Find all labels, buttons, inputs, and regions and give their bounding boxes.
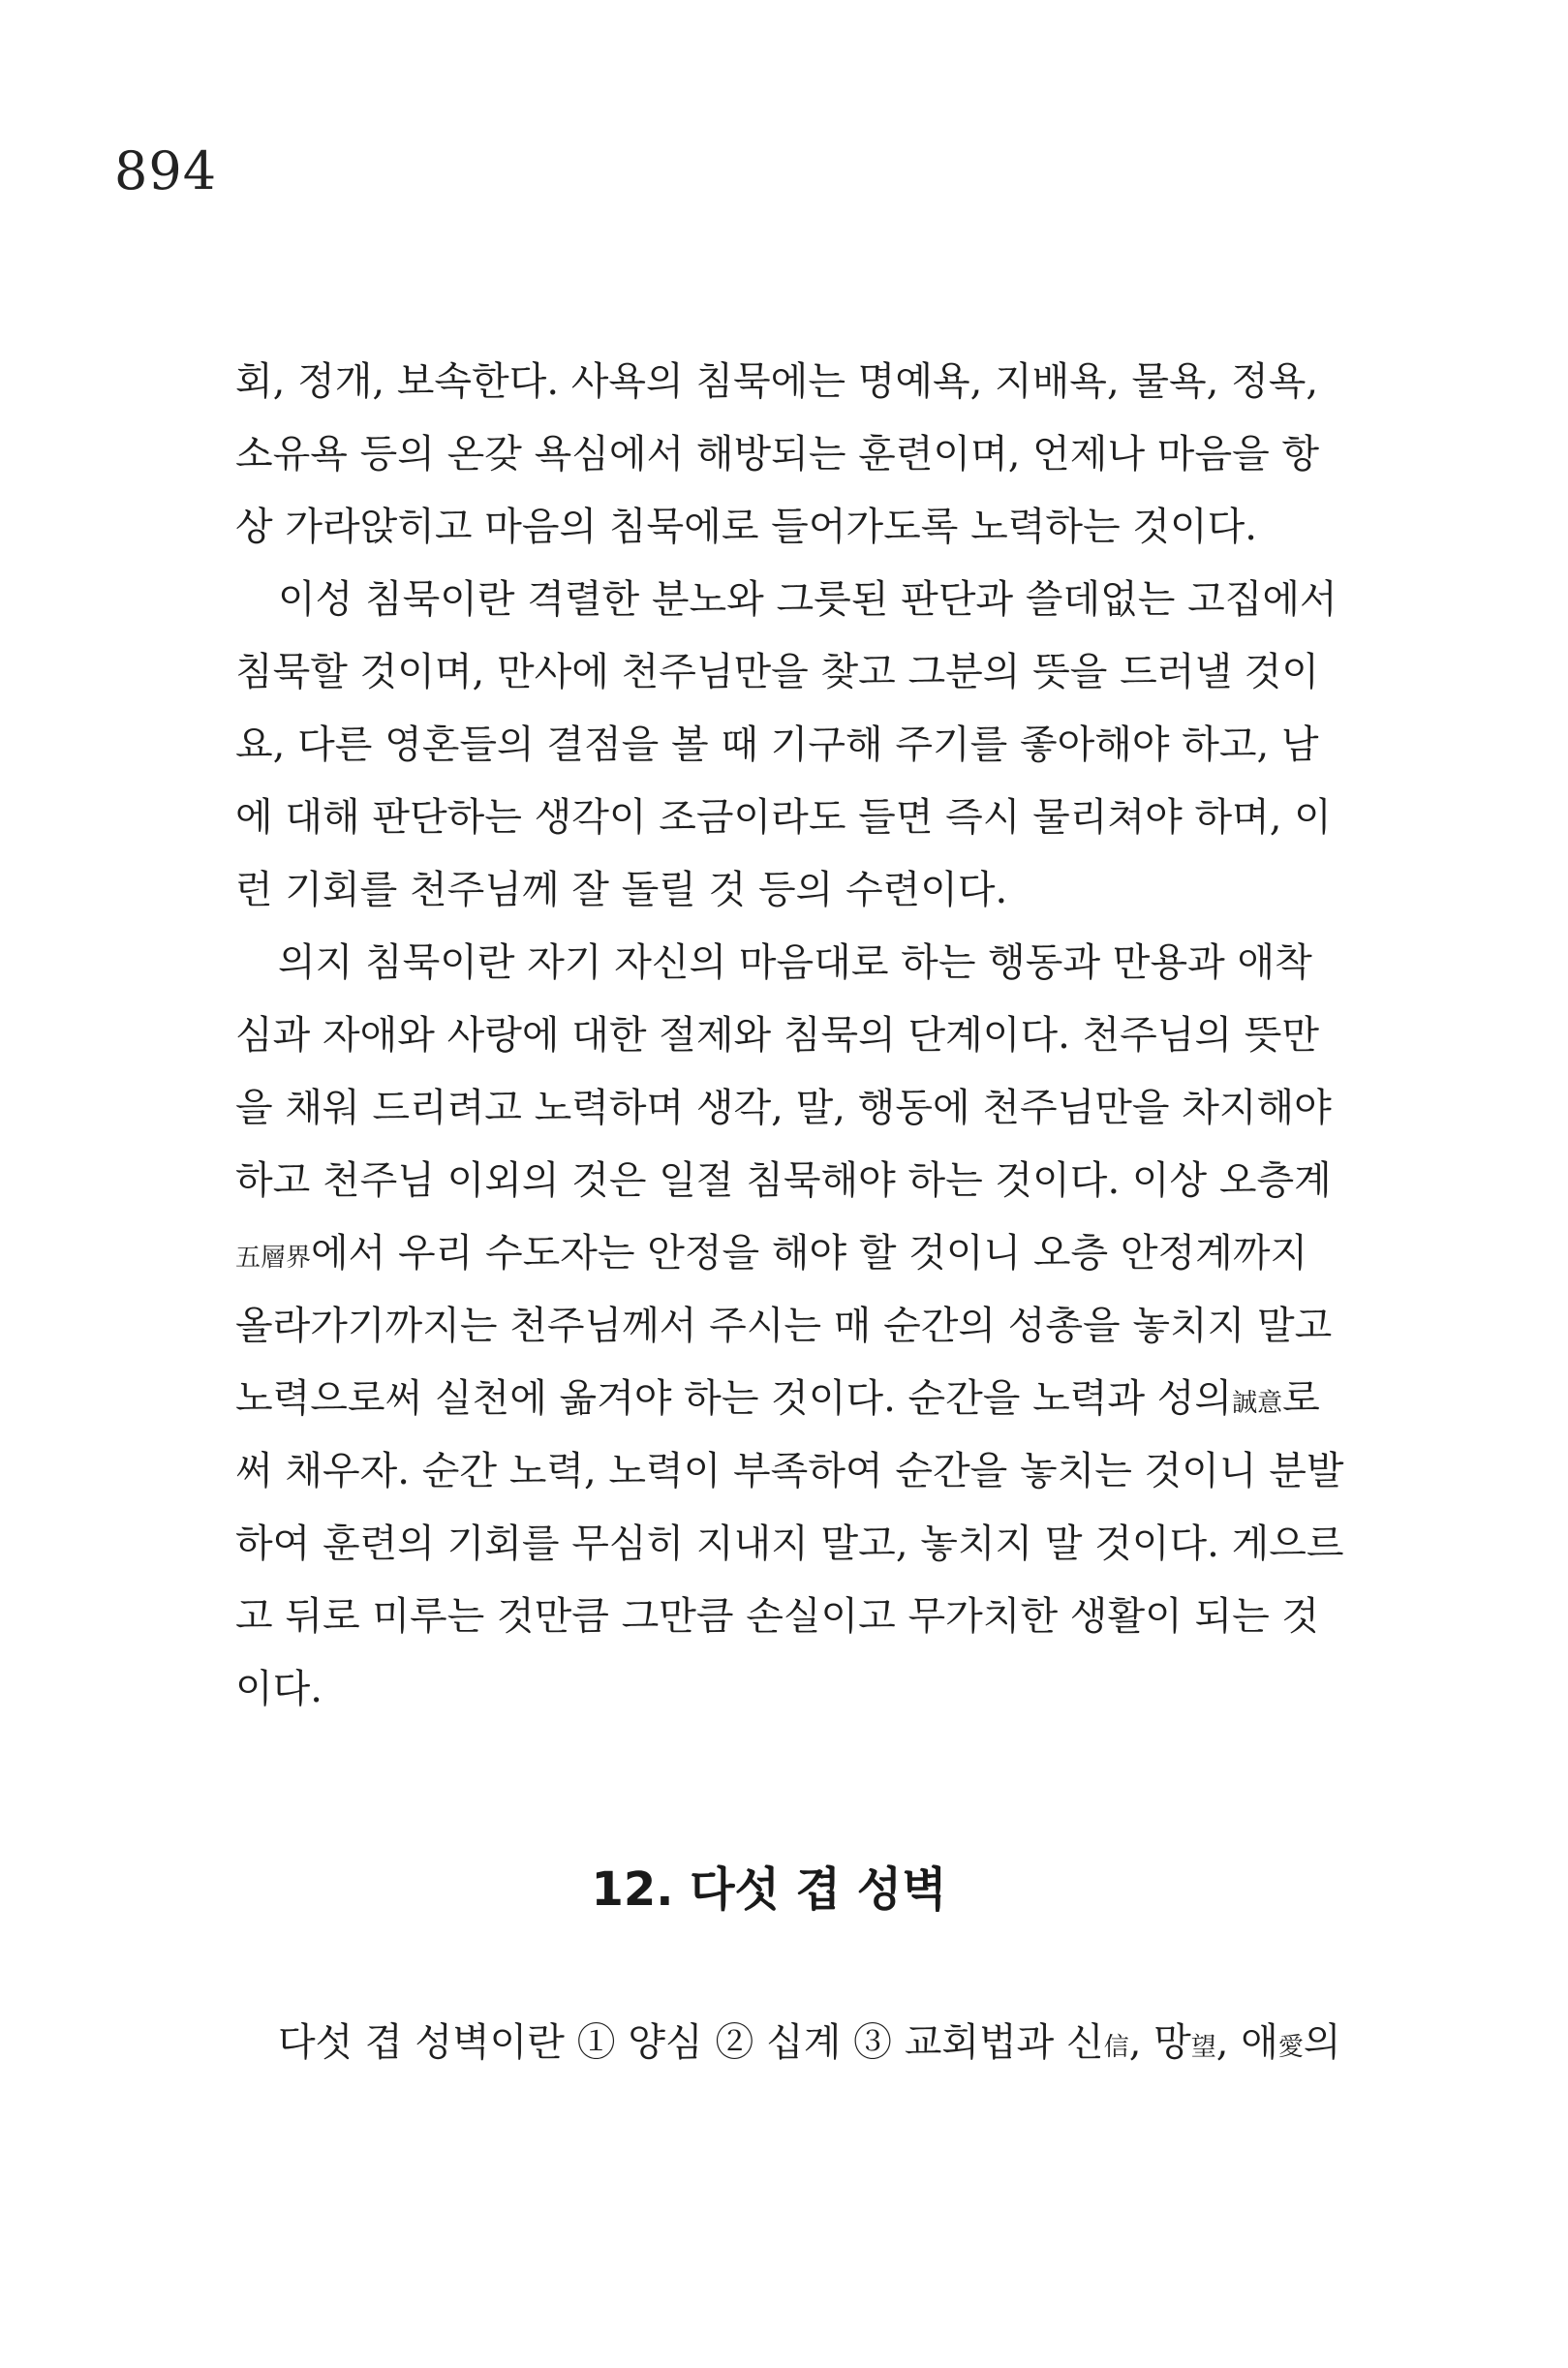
text-segment: 다섯 겹 성벽이란 ① 양심 ② 십계 ③ 교회법과 신 [278, 2020, 1104, 2065]
hanja-annotation: 誠意 [1232, 1389, 1283, 1418]
hanja-annotation: 望 [1190, 2033, 1216, 2062]
text-line: 심과 자애와 사랑에 대한 절제와 침묵의 단계이다. 천주님의 뜻만 [235, 1013, 1320, 1058]
text-line: 소유욕 등의 온갖 욕심에서 해방되는 훈련이며, 언제나 마음을 항 [235, 432, 1320, 477]
text-segment: 에서 우리 수도자는 안정을 해야 할 것이니 오층 안정계까지 [311, 1231, 1308, 1276]
hanja-annotation: 五層界 [235, 1244, 312, 1273]
text-segment: , 망 [1128, 2020, 1191, 2065]
text-line: 에 대해 판단하는 생각이 조금이라도 들면 즉시 물리쳐야 하며, 이 [235, 795, 1332, 840]
section-intro [235, 2007, 1341, 2079]
text-line: 회, 정개, 보속한다. 사욕의 침묵에는 명예욕, 지배욕, 물욕, 정욕, [235, 359, 1319, 404]
text-line [235, 1217, 1308, 1290]
text-line: 침묵할 것이며, 만사에 천주님만을 찾고 그분의 뜻을 드러낼 것이 [235, 650, 1320, 694]
page-number: 894 [114, 140, 218, 201]
text-line: 올라가기까지는 천주님께서 주시는 매 순간의 성총을 놓치지 말고 [235, 1304, 1333, 1348]
text-line [235, 2007, 1341, 2079]
hanja-annotation: 信 [1103, 2033, 1129, 2062]
section-heading: 12. 다섯 겹 성벽 [591, 1862, 947, 1917]
text-line: 하고 천주님 이외의 것은 일절 침묵해야 하는 것이다. 이상 오층계 [235, 1158, 1332, 1203]
text-line: 요, 다른 영혼들의 결점을 볼 때 기구해 주기를 좋아해야 하고, 남 [235, 723, 1319, 767]
text-segment: 노력으로써 실천에 옮겨야 하는 것이다. 순간을 노력과 성의 [235, 1376, 1233, 1421]
text-line: 런 기회를 천주님께 잘 돌릴 것 등의 수련이다. [235, 868, 1008, 912]
text-line: 고 뒤로 미루는 것만큼 그만큼 손실이고 무가치한 생활이 되는 것 [235, 1594, 1320, 1639]
text-segment: , 애 [1215, 2020, 1278, 2065]
text-line: 을 채워 드리려고 노력하며 생각, 말, 행동에 천주님만을 차지해야 [235, 1086, 1332, 1130]
text-line: 하여 훈련의 기회를 무심히 지내지 말고, 놓치지 말 것이다. 게으르 [235, 1522, 1344, 1566]
body-text [235, 346, 1344, 1726]
text-line [235, 1363, 1320, 1435]
hanja-annotation: 愛 [1277, 2033, 1304, 2062]
text-line: 이성 침묵이란 격렬한 분노와 그릇된 판단과 쓸데없는 고집에서 [278, 577, 1337, 622]
text-line: 써 채우자. 순간 노력, 노력이 부족하여 순간을 놓치는 것이니 분발 [235, 1449, 1344, 1493]
text-segment: 로 [1282, 1376, 1320, 1421]
text-line: 이다. [235, 1667, 323, 1711]
text-line: 상 가라앉히고 마음의 침묵에로 들어가도록 노력하는 것이다. [235, 505, 1258, 549]
text-line: 의지 침묵이란 자기 자신의 마음대로 하는 행동과 만용과 애착 [278, 940, 1312, 985]
text-segment: 의 [1303, 2020, 1341, 2065]
